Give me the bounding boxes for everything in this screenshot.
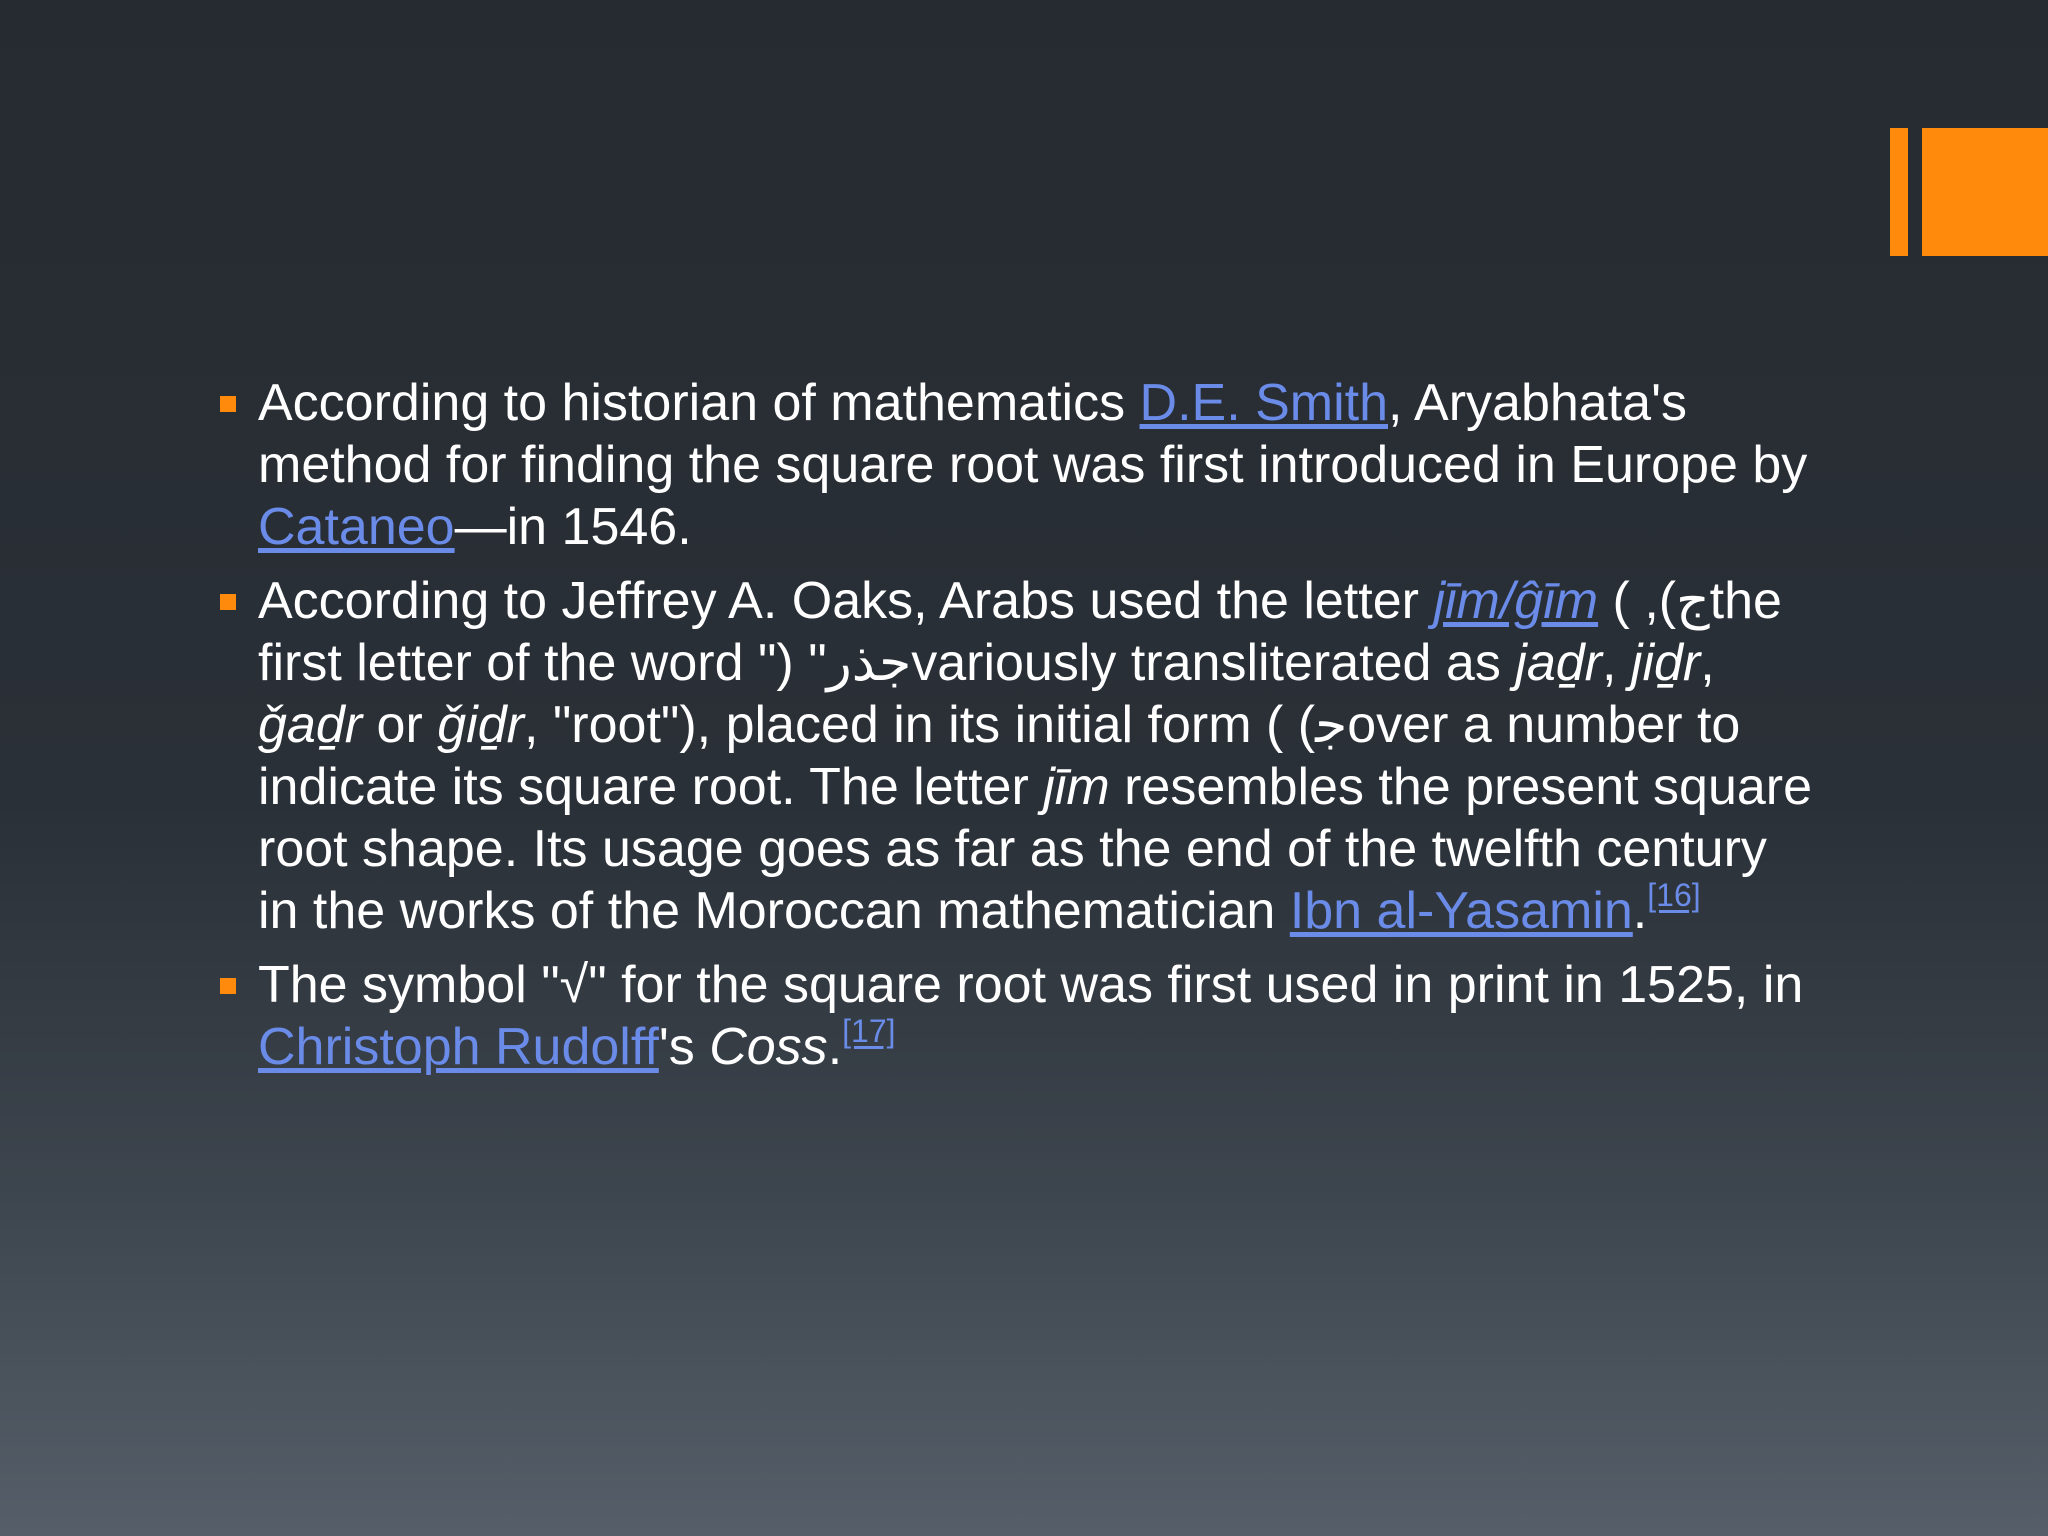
bullet-square-icon	[220, 594, 236, 610]
text: ,	[1601, 634, 1631, 692]
arabic-initial-jim: ﺟ	[1315, 695, 1348, 755]
bullet-item-smith	[220, 372, 1820, 558]
term-coss: Coss	[709, 1018, 828, 1076]
text: According to historian of mathematics	[258, 374, 1140, 432]
bullet-item-oaks	[220, 570, 1820, 942]
accent-bar-thin	[1890, 128, 1908, 256]
text: —in 1546.	[454, 498, 692, 556]
citation-16[interactable]: [16]	[1647, 877, 1701, 913]
text: .	[1632, 882, 1648, 940]
term-jim: jīm	[1043, 758, 1110, 816]
link-ibn-al-yasamin[interactable]: Ibn al-Yasamin	[1289, 882, 1633, 940]
text: The symbol "√" for the square root was first used in print in 1525, in	[258, 956, 1804, 1014]
text: the first letter of the word ") "	[258, 572, 1782, 692]
bullet-square-icon	[220, 978, 236, 994]
text: over a number to indicate its square root. The letter	[258, 696, 1741, 816]
accent-block	[1922, 128, 2048, 256]
citation-17[interactable]: [17]	[842, 1013, 896, 1049]
link-jim[interactable]: jīm/ĝīm	[1433, 572, 1599, 630]
text: variously transliterated as	[911, 634, 1516, 692]
text: , Aryabhata's method for finding the square root was first introduced in Europe by	[258, 374, 1808, 494]
text: ( ,(	[1598, 572, 1677, 630]
arabic-word-jadr: جذر	[826, 633, 912, 693]
bullet-list	[220, 372, 1820, 1078]
text: ,	[1700, 634, 1715, 692]
term-gidr: ǧiḏr	[437, 696, 524, 754]
link-de-smith[interactable]: D.E. Smith	[1139, 374, 1389, 432]
link-cataneo[interactable]: Cataneo	[258, 498, 455, 556]
text: , "root"), placed in its initial form ( (	[523, 696, 1316, 754]
slide-content	[220, 372, 1820, 1090]
text: or	[362, 696, 438, 754]
link-christoph-rudolff[interactable]: Christoph Rudolff	[258, 1018, 659, 1076]
text: resembles the present square root shape. Its usage goes as far as the end of the twelfth century in the works of the Moroccan mathematician	[258, 758, 1813, 940]
arabic-letter-jim: ج	[1676, 571, 1710, 631]
text: According to Jeffrey A. Oaks, Arabs used the letter	[258, 572, 1434, 630]
text: .	[827, 1018, 843, 1076]
bullet-item-rudolff	[220, 954, 1820, 1078]
bullet-square-icon	[220, 396, 236, 412]
text: 's	[658, 1018, 710, 1076]
term-gadr: ǧaḏr	[258, 696, 363, 754]
term-jidr: jiḏr	[1630, 634, 1701, 692]
term-jadr: jaḏr	[1515, 634, 1602, 692]
